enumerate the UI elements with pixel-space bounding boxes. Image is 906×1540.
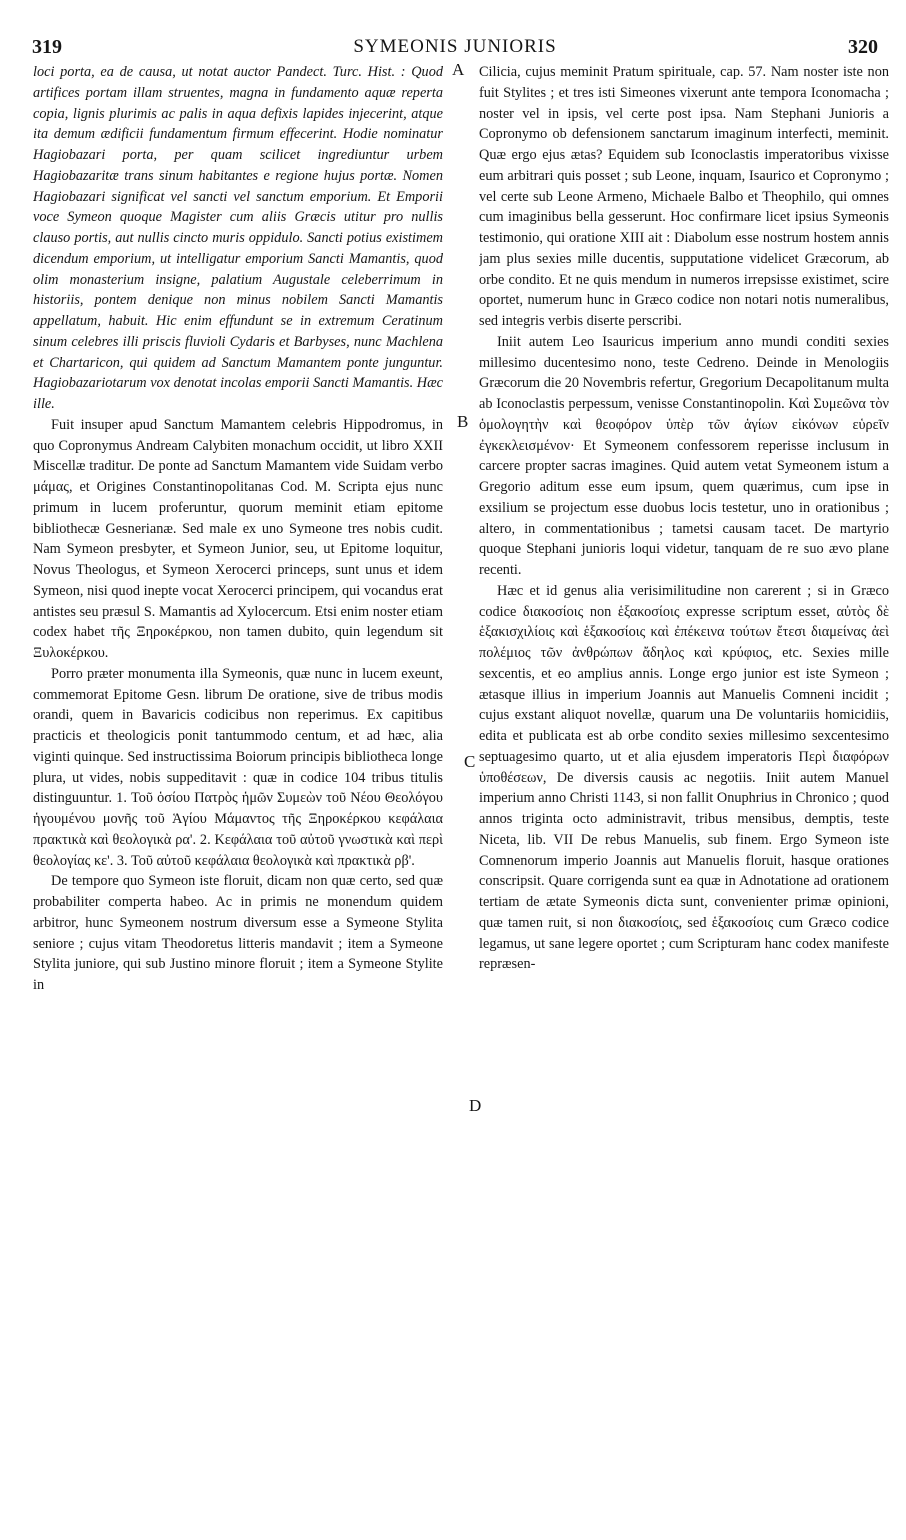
margin-marker-b: B	[457, 412, 469, 431]
paragraph: De tempore quo Symeon iste floruit, dicam non quæ certo, sed quæ probabiliter comperta habeo. Ac in primis ne monendum quidem arbitror, hunc Symeonem nostrum diversum esse a Symeone Stylita seniore ; cujus vitam Theodoretus litteris mandavit ; item a Symeone Stylita juniore, qui sub Justino minore floruit ; item a Symeone Stylite in	[33, 873, 443, 993]
paragraph: Porro præter monumenta illa Symeonis, quæ nunc in lucem exeunt, commemorat Epitome Gesn. librum De oratione, sive de tribus modis orandi, quem in Bavaricis codicibus non reperimus. Ex capitibus practicis et theologicis ponit tantummodo centum, et ad hæc, alia viginti quinque. Sed instructissima Boiorum principis bibliotheca longe plura, ut vides, nobis suppeditavit : quæ in codice 104 tribus titulis distinguuntur. 1. Τοῦ ὁσίου Πατρὸς ἡμῶν Συμεὼν τοῦ Νέου Θεολόγου ἡγουμένου μονῆς τοῦ Ἁγίου Μάμαντος τῆς Ξηροκέρκου κεφάλαια πρακτικὰ καὶ θεολογικὰ ρα'. 2. Κεφάλαια τοῦ αὐτοῦ γνωστικὰ καὶ περὶ θεολογίας κε'. 3. Τοῦ αὐτοῦ κεφάλαια θεολογικὰ καὶ πρακτικὰ ρβ'.	[33, 665, 443, 869]
page-number-right: 320	[848, 36, 878, 58]
paragraph: Fuit insuper apud Sanctum Mamantem celebris Hippodromus, in quo Copronymus Andream Calybiten monachum occidit, ut libro XXII Miscellæ traditur. De ponte ad Sanctum Mamantem vide Suidam verbo μάμας, et Origines Constantinopolitanas Cod. M. Scripta ejus nunc primum in lucem proferuntur, quorum meminit etiam epitome bibliothecæ Gesnerianæ. Sed male ex uno Symeone tres nobis cudit. Nam Symeon presbyter, et Symeon Junior, seu, ut Epitome loquitur, Novus Theologus, et Symeon Xerocerci princeps, sunt unus et idem Symeon, nisi quod inepte vocat Xerocerci principem, qui vocandus erat antistes seu præsul S. Mamantis ad Xylocercum. Etsi enim noster etiam codex habet τῆς Ξηροκέρκου, non tamen dubito, quin legendum sit Ξυλοκέρκου.	[33, 416, 443, 661]
paragraph: loci porta, ea de causa, ut notat auctor Pandect. Turc. Hist. : Quod artifices portam illam struentes, magna in fundamento aquæ reperta copia, lignis plurimis ac palis in aqua defixis lapides injecerint, atque ita demum ædificii fundamentum firmum effecerint. Hodie nominatur Hagiobazari porta, per quam scilicet ingrediuntur urbem Hagiobazaritæ trans sinum habitantes e regione hujus portæ. Nomen Hagiobazari significat vel sancti vel sanctum emporium. Et Emporii voce Symeon quoque Magister cum aliis Græcis utitur pro nullis clauso portis, aut nullis cincto muris oppidulo. Sancti potius existimem dicendum emporium, ut intelligatur emporium Sancti Mamantis, quod olim monasterium insigne, palatium Augustale celeberrimum in historiis, pontem denique non minus nobilem Sancti Mamantis appellatum, habuit. Hic enim effundunt se in extremum Ceratinum sinum celebres illi priscis fluvioli Cydaris et Barbyses, nunc Machlena et Chartaricon, qui quidem ad Sanctum Mamantem ponte junguntur. Hagiobazariotarum vox denotat incolas emporii Sancti Mamantis. Hæc ille.	[33, 64, 443, 412]
margin-marker-d: D	[469, 1096, 482, 1115]
paragraph: Hæc et id genus alia verisimilitudine non carerent ; si in Græco codice διακοσίοις non ἑξακοσίοις expresse scriptum esset, αὐτὸς δὲ ἑξακισχιλίοις καὶ ἑξακοσίοις καὶ ἐπέκεινα τούτων ἔτεσι διαμείνας ἀεὶ πολέμιος τῶν ἀνθρώπων ἄδηλος καὶ κρύφιος, etc. Sexies mille sexcentis, et eo amplius annis. Longe ergo junior est iste Symeon ; ætasque illius in imperium Joannis aut Manuelis Comneni incidit ; cujus exstant aliquot novellæ, quarum una De voluntariis homicidiis, edita et publicata est ab orbe condito sexies millesimo sexcentesimo septuagesimo quarto, ut et alia ejusdem imperatoris Περὶ διαφόρων ὑποθέσεων, De diversis causis ac negotiis. Iniit autem Manuel imperium anno Christi 1143, si non fallit Onuphrius in Chronico ; quod annos triginta octo administravit, tribus mensibus, demptis, teste Niceta, lib. VII De rebus Manuelis, sub finem. Ergo Symeon iste Comnenorum imperio Joannis aut Manuelis floruit, hasque orationes conscripsit. Quare corrigenda sunt ea quæ in Adnotatione ad orationem tertiam de ætate Symeonis dicta sunt, convenienter primæ opinioni, quæ tamen ruit, si non διακοσίοις, sed ἑξακοσίοις cum Græco codice legamus, ut sane legere oportet ; cum Scripturam hanc codex manifeste repræsen-	[479, 582, 889, 973]
paragraph: Iniit autem Leo Isauricus imperium anno mundi conditi sexies millesimo ducentesimo nono, teste Cedreno. Deinde in Menologiis Græcorum die 20 Novembris refertur, Gregorium Decapolitanum multa ab Iconoclastis perpessum, venisse Constantinopolin. Καὶ Συμεῶνα τὸν ὁμολογητὴν καὶ θεοφόρον ὑπὲρ τῶν ἁγίων εἰκόνων εὑρεῖν ἐγκεκλεισμένον· Et Symeonem confessorem reperisse inclusum in carcere propter sacras imagines. Quid autem vetat Symeonem istum a Gregorio aditum esse eum ipsum, quem quærimus, cum ipse in exsilium se projectum esse duobus locis testetur, uno in orationibus ; altero, in commentationibus ; tametsi causam tacet. De martyrio quoque Stephani junioris loqui videtur, tanquam de re suo ævo plane recenti.	[479, 333, 889, 578]
margin-marker-c: C	[464, 752, 476, 771]
margin-marker-a: A	[452, 60, 465, 79]
right-column	[479, 62, 889, 1527]
left-column	[33, 62, 443, 1527]
running-title: SYMEONIS JUNIORIS	[353, 36, 557, 57]
paragraph: Cilicia, cujus meminit Pratum spirituale, cap. 57. Nam noster iste non fuit Stylites ; et tres isti Simeones vixerunt ante tempora Iconomacha ; noster vel in ipsis, vel certe post ipsa. Nam Stephani Junioris a Copronymo ob defensionem sanctarum imaginum interfecti, meminit. Quæ ergo ejus ætas? Equidem sub Iconoclastis imperatoribus vixisse eum arbitrari quis posset ; sub Leone, inquam, Isaurico et Copronymo ; vel certe sub Leone Armeno, Michaele Balbo et Theophilo, qui omnes cum imaginibus bella gesserunt. Hoc confirmare licet ipsius Symeonis testimonio, qui oratione XIII ait : Diabolum esse nostrum hostem annis jam plus sexies mille ducentis, supputatione videlicet Græcorum, ab orbe condito. Et ne quis mendum in numeros irrepsisse existimet, scire oportet, numerum hunc in Græco codice non notari notis numeralibus, sed integris verbis diserte perscribi.	[479, 64, 889, 329]
page-number-left: 319	[32, 36, 62, 58]
